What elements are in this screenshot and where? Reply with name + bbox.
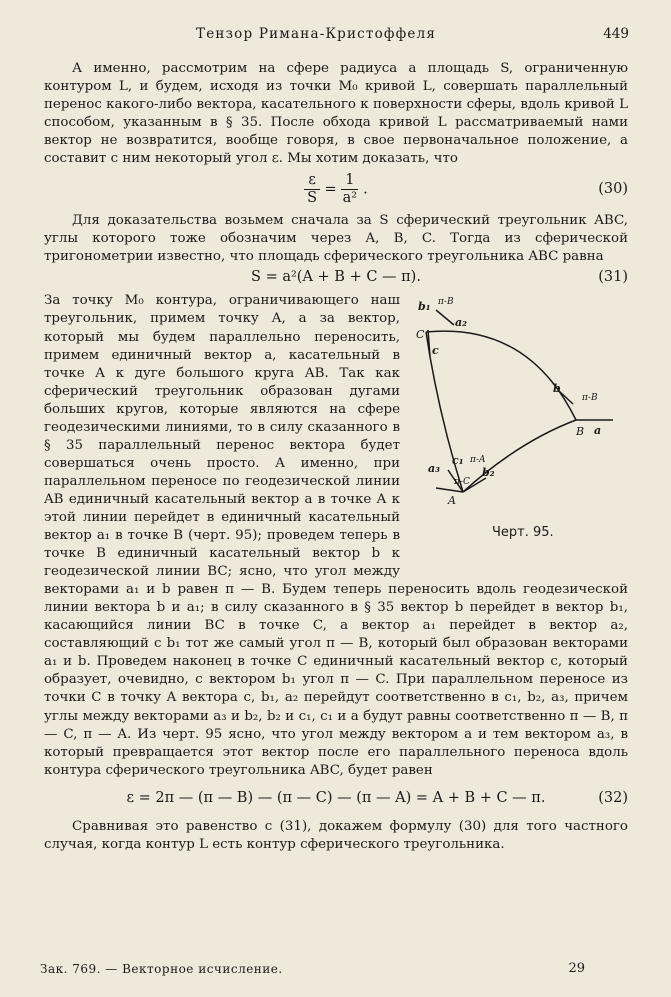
equation-32: ε = 2π — (π — B) — (π — C) — (π — A) = A + B + C — π. (32) bbox=[126, 789, 628, 806]
frac-one-over-a2: $\frac{1}{\text{a²}}$ bbox=[342, 172, 358, 207]
label-pi-b-right: π-B bbox=[582, 393, 598, 404]
arc-ab bbox=[426, 331, 576, 420]
equation-30: $\frac{\varepsilon}{S}$ = $\frac{1}{\text{a²}}$ . (30) bbox=[44, 170, 628, 210]
label-pi-b-top: π-B bbox=[438, 297, 454, 308]
figure-caption: Черт. 95. bbox=[492, 525, 554, 541]
paragraph-4: Сравнивая это равенство с (31), докажем формулу (30) для того частного случая, когда контур L есть контур сферического треугольника. bbox=[44, 818, 628, 852]
label-b1: b₁ bbox=[418, 300, 431, 314]
label-a: a bbox=[594, 424, 602, 438]
footer-sheet-number: 29 bbox=[568, 961, 585, 976]
spherical-triangle-diagram bbox=[408, 292, 628, 522]
equation-31-label: (31) bbox=[598, 269, 628, 286]
label-b2: b₂ bbox=[482, 466, 495, 480]
equation-32-label: (32) bbox=[598, 789, 628, 806]
vector-a2 bbox=[436, 310, 454, 325]
header-title: Тензор Римана-Кристоффеля bbox=[196, 26, 437, 42]
paragraph-3: За точку M₀ контура, ограничивающего наш треугольник, примем точку A, а за вектор, который мы будем параллельно переносить, примем единичный вектор a, касательный в точке A к дуге большого круга AB. Так как сферический треугольник образован дугами больших кругов, которые являются на сфере геодезическими линиями, то в силу сказанного в § 35 параллельный перенос вектора будет совершаться очень просто. А именно, при параллельном переносе по геодезической линии AB единичный касательный вектор a в точке A к этой линии перейдет в единичный касательный вектор a₁ в точке B (черт. 95); проведем теперь в точке B единичный касательный вектор b к геодезической линии BC; ясно, что угол между векторами a₁ и b равен π — B. Будем теперь переносить вдоль геодезической линии вектора b и a₁; в силу сказанного в § 35 вектор b перейдет в вектор b₁, касающийся линии BC в точке C, а вектор a₁ перейдет в вектор a₂, составляющий с b₁ тот же самый угол π — B, который был образован векторами a₁ и b. Проведем наконец в точке C единичный касательный вектор c, который образует, очевидно, с вектором b₁ угол π — C. При параллельном переносе из точки C в точку A вектора c, b₁, a₂ перейдут соответственно в c₁, b₂, a₃, причем углы между векторами a₃ и b₂, b₂ и c₁, c₁ и a будут равны соответственно π — B, π — C, π — A. Из черт. 95 ясно, что угол между вектором a и тем вектором a₃, в который превращается этот вектор после его параллельного переноса вдоль контура сферического треугольника ABC, будет равен bbox=[44, 293, 628, 778]
label-b: b bbox=[553, 382, 561, 396]
equation-30-label: (30) bbox=[598, 181, 628, 198]
page-number: 449 bbox=[603, 26, 629, 42]
frac-eps-over-s: $\frac{\varepsilon}{S}$ bbox=[304, 172, 320, 207]
label-pi-c: π-C bbox=[454, 477, 470, 488]
label-pi-a: π-A bbox=[470, 455, 486, 466]
page-footer bbox=[0, 962, 671, 980]
page-body bbox=[44, 60, 628, 854]
label-point-b: B bbox=[576, 425, 585, 439]
running-header bbox=[0, 26, 671, 46]
figure-95 bbox=[408, 292, 628, 562]
paragraph-1: А именно, рассмотрим на сфере радиуса a площадь S, ограниченную контуром L, и будем, исходя из точки M₀ кривой L, совершать параллельный перенос какого-либо вектора, касательного к поверхности сферы, вдоль кривой L способом, указанным в § 35. После обхода кривой L рассматриваемый нами вектор не возвратится, вообще говоря, в свое первоначальное положение, а составит с ним некоторый угол ε. Мы хотим доказать, что bbox=[44, 61, 628, 167]
equation-31: S = a²(A + B + C — π). (31) bbox=[251, 269, 628, 286]
paragraph-2: Для доказательства возьмем сначала за S сферический треугольник ABC, углы которого тоже обозначим через A, B, C. Тогда из сферической тригонометрии известно, что площадь сферического треугольника ABC равна bbox=[44, 213, 628, 265]
label-point-a: A bbox=[448, 494, 456, 508]
vector-a3 bbox=[436, 488, 463, 492]
label-a3: a₃ bbox=[428, 462, 440, 476]
label-c: c bbox=[432, 344, 439, 358]
vector-c bbox=[428, 330, 430, 356]
label-point-c: C bbox=[416, 328, 425, 342]
label-a2: a₂ bbox=[455, 316, 467, 330]
label-c1: c₁ bbox=[452, 454, 464, 468]
footer-signature: Зак. 769. — Векторное исчисление. bbox=[40, 962, 283, 976]
text-with-figure bbox=[44, 292, 628, 779]
